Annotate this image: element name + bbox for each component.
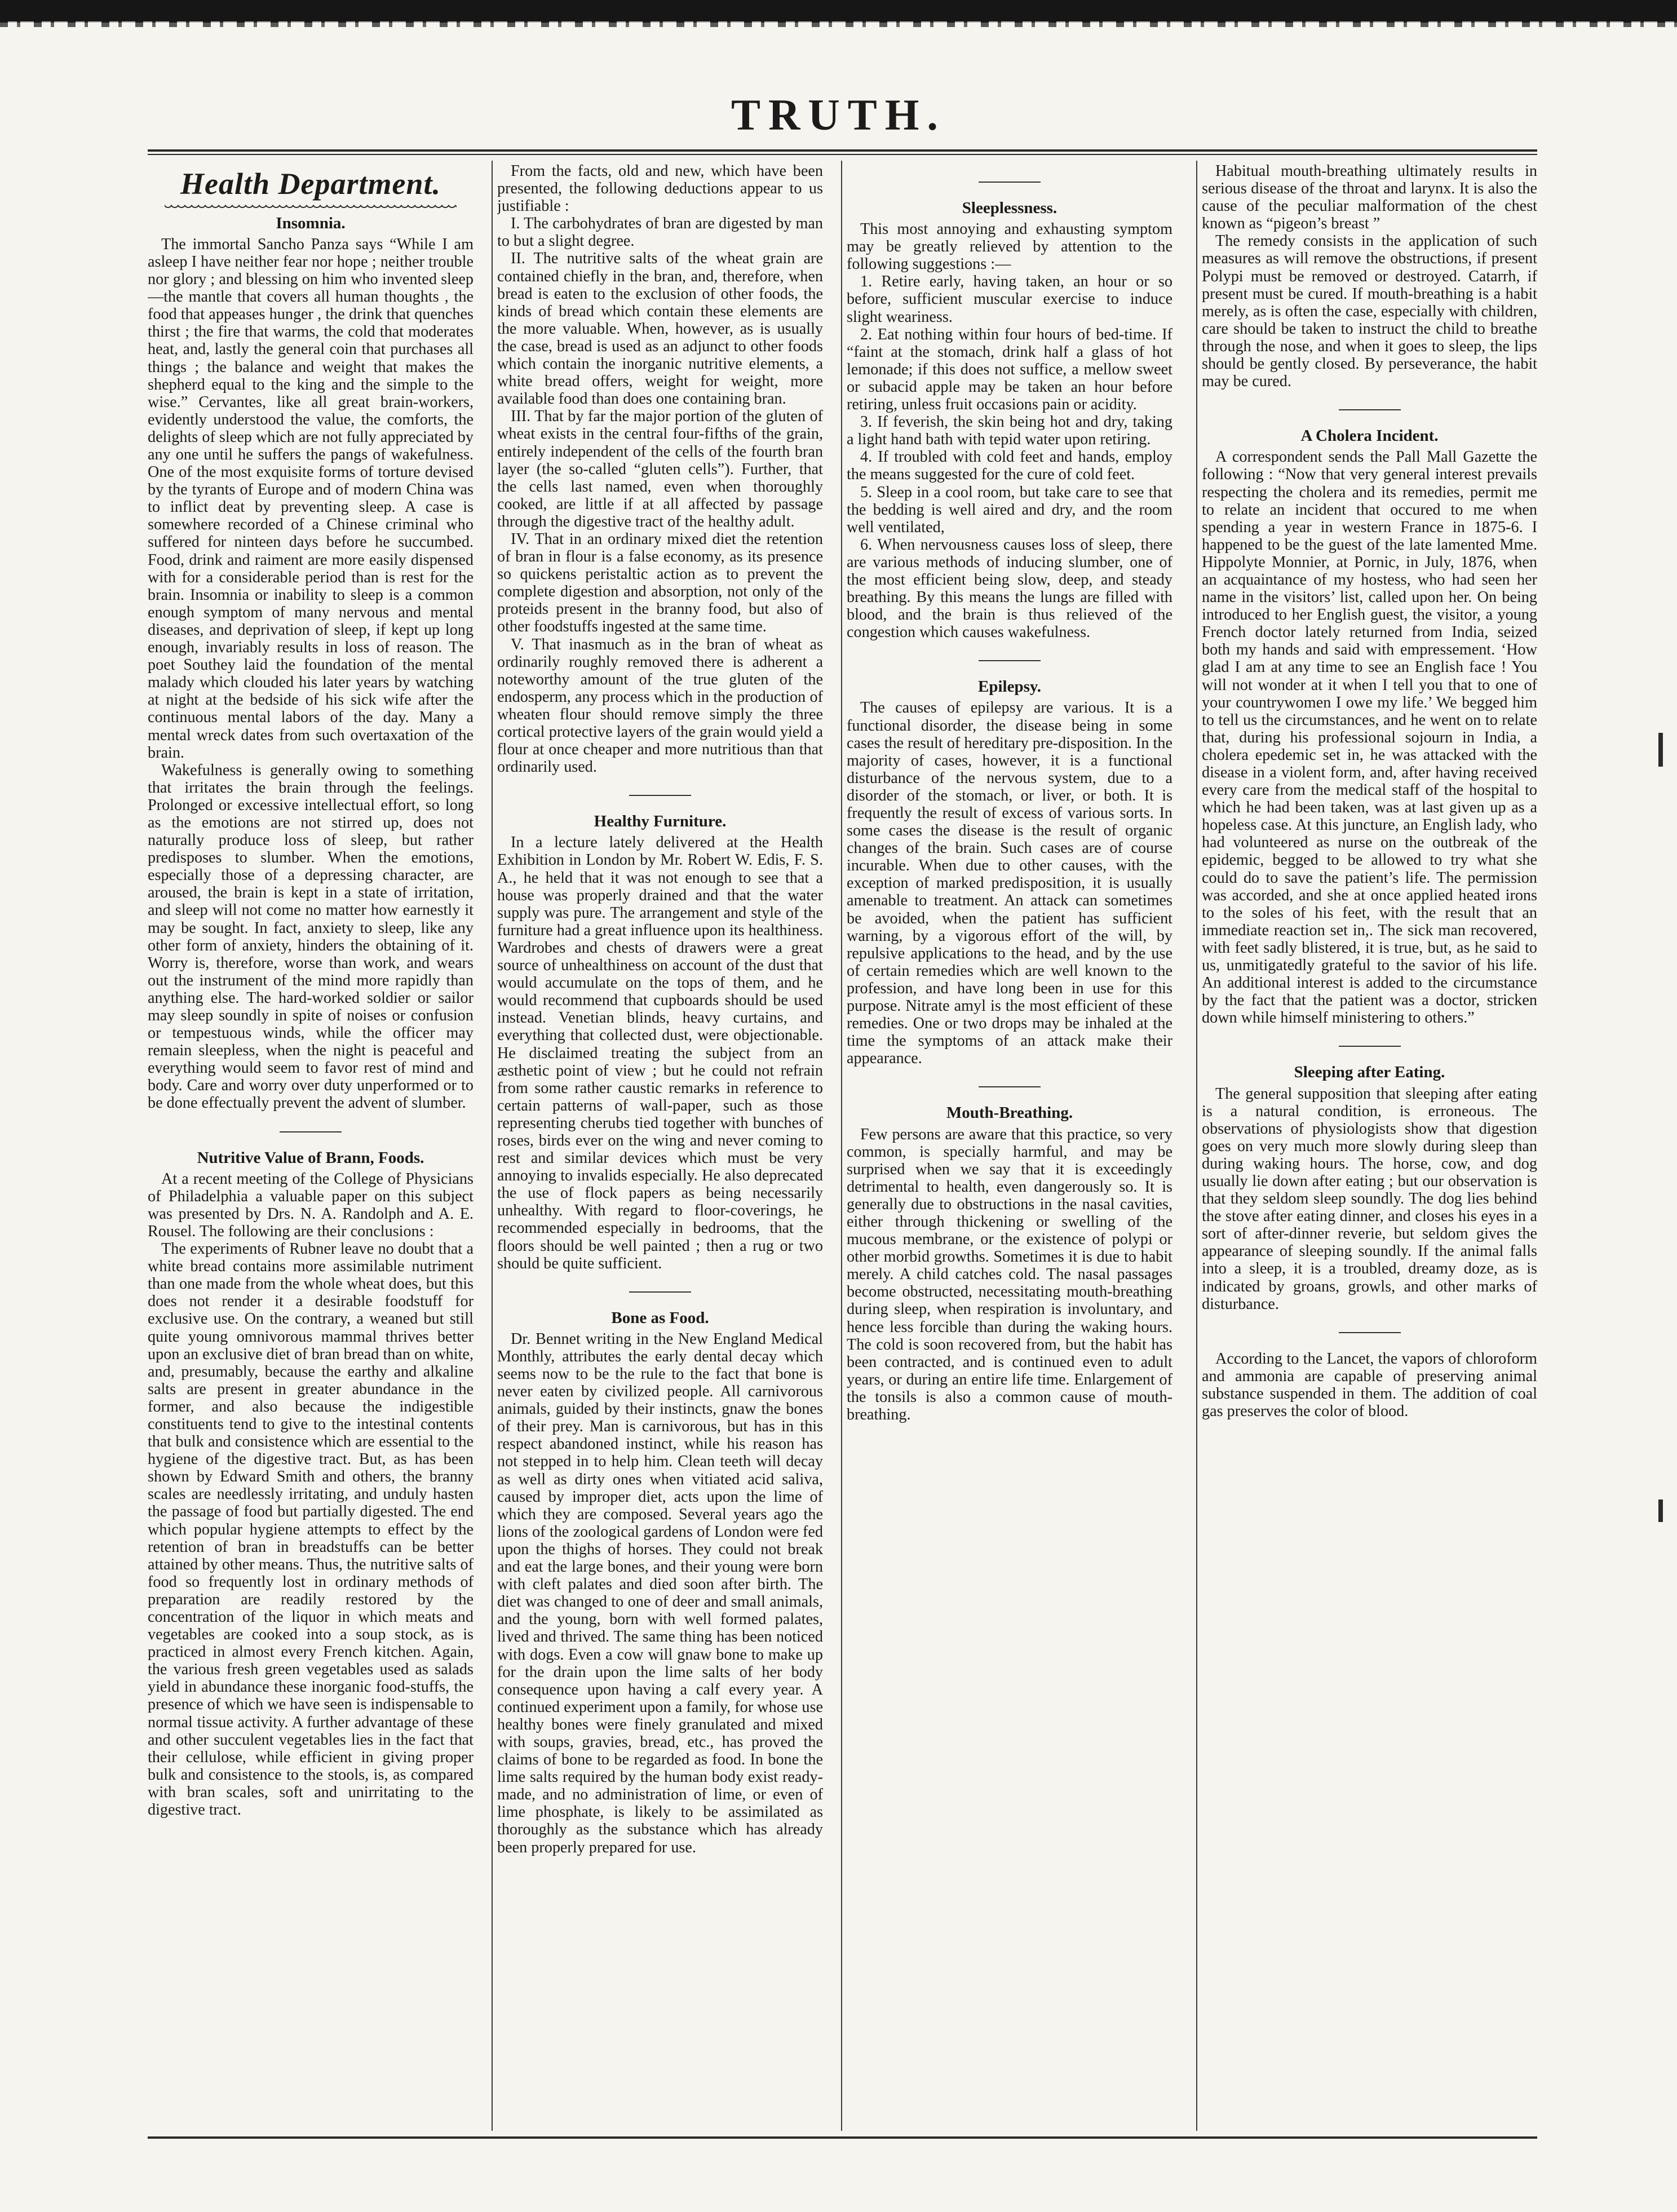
article-paragraph: This most annoying and exhausting symptom may be greatly relieved by attention to the following suggestions :— bbox=[847, 220, 1172, 273]
wavy-rule bbox=[165, 205, 457, 211]
article-paragraph: The causes of epilepsy are various. It is a functional disorder, the disease being in some cases the result of hereditary pre-disposition. In the majority of cases, however, it is a functional disturbance of the nervous system, due to a disorder of the stomach, or liver, or both. It is frequently the result of excess of various sorts. In some cases the disease is the result of organic changes of the brain. Such cases are of course incurable. When due to other causes, with the exception of marked predisposition, it is usually amenable to treatment. An attack can sometimes be avoided, when the patient has sufficient warning, by a vigorous effort of the will, by repulsive applications to the head, and by the use of certain remedies which are well known to the profession, and have long been in use for this purpose. Nitrate amyl is the most efficient of these remedies. One or two drops may be inhaled at the time the symptoms of an attack make their appearance. bbox=[847, 699, 1172, 1068]
column-1 bbox=[148, 162, 474, 2133]
article-paragraph: IV. That in an ordinary mixed diet the retention of bran in flour is a false economy, as its presence so quickens peristaltic action as to prevent the complete digestion and absorption, not only of the proteids present in the branny food, but also of other foodstuffs ingested at the same time. bbox=[497, 530, 823, 636]
article-separator bbox=[979, 1086, 1041, 1087]
article-title-bone: Bone as Food. bbox=[611, 1308, 709, 1327]
article-paragraph: In a lecture lately delivered at the Health Exhibition in London by Mr. Robert W. Edis, F. S. A., he held that it was not enough to see that a house was properly drained and that the water supply was pure. The arrangement and style of the furniture had a great influence upon its healthiness. Wardrobes and chests of drawers were a great source of unhealthiness on account of the dust that would accumulate on the tops of them, and he would recommend that cupboards should be used instead. Venetian blinds, heavy curtains, and everything that collected dust, were objectionable. He disclaimed treating the subject from an æsthetic point of view ; but he could not refrain from some rather caustic remarks in reference to certain patterns of wall-paper, such as those representing cherubs tied together with bunches of roses, birds ever on the wing and never coming to rest and similar devices which must be very annoying to invalids especially. He also deprecated the use of flock papers as being necessarily unhealthy. With regard to floor-coverings, he recommended especially in bedrooms, that the floors should be well painted ; then a rug or two should be quite sufficient. bbox=[497, 834, 823, 1272]
article-paragraph: According to the Lancet, the vapors of chloroform and ammonia are capable of preserving animal substance suspended in them. The addition of coal gas preserves the color of blood. bbox=[1202, 1350, 1537, 1420]
article-paragraph: The general supposition that sleeping after eating is a natural condition, is erroneous. The observations of physiologists show that digestion goes on very much more slowly during sleep than during waking hours. The horse, cow, and dog usually lie down after eating ; but our observation is that they seldom sleep soundly. The dog lies behind the stove after eating dinner, and closes his eyes in a sort of after-dinner reverie, but seldom gives the appearance of sleeping soundly. If the animal falls into a sleep, it is a troubled, dreamy doze, as is indicated by groans, growls, and other marks of disturbance. bbox=[1202, 1085, 1537, 1313]
article-separator bbox=[1339, 1332, 1401, 1333]
article-title-sleeplessness: Sleeplessness. bbox=[962, 199, 1057, 217]
article-paragraph: 4. If troubled with cold feet and hands, employ the means suggested for the cure of cold feet. bbox=[847, 448, 1172, 484]
masthead-rule bbox=[148, 149, 1537, 152]
article-paragraph: V. That inasmuch as in the bran of wheat as ordinarily roughly removed there is adherent a noteworthy amount of the true gluten of the endosperm, any process which in the production of wheaten flour should remove simply the three cortical protective layers of the grain would yield a flour at once cheaper and more nutritious than that ordinarily used. bbox=[497, 635, 823, 776]
article-title-epilepsy: Epilepsy. bbox=[977, 678, 1042, 696]
article-paragraph: At a recent meeting of the College of Physicians of Philadelphia a valuable paper on this subject was presented by Drs. N. A. Randolph and A. E. Rousel. The following are their conclusions : bbox=[148, 1170, 474, 1240]
article-paragraph: 3. If feverish, the skin being hot and dry, taking a light hand bath with tepid water upon retiring. bbox=[847, 413, 1172, 449]
article-title-bran: Nutritive Value of Brann, Foods. bbox=[197, 1148, 424, 1167]
article-paragraph: Wakefulness is generally owing to something that irritates the brain through the feelings. Prolonged or excessive intellectual effort, so long as the emotions are not stirred up, does not naturally produce loss of sleep, but rather predisposes to slumber. When the emotions, especially those of a depressing character, are aroused, the brain is kept in a state of irritation, and sleep will not come no matter how earnestly it may be sought. In fact, anxiety to sleep, like any other form of anxiety, hinders the obtaining of it. Worry is, therefore, worse than work, and wears out the instrument of the mind more rapidly than anything else. The hard-worked soldier or sailor may sleep soundly in spite of noises or confusion or tempestuous winds, while the officer may remain sleepless, when the night is peaceful and everything would seem to favor rest of mind and body. Care and worry over duty unperformed or to be done effectually prevent the advent of slumber. bbox=[148, 761, 474, 1112]
article-separator bbox=[1339, 409, 1401, 410]
column-divider bbox=[1196, 161, 1197, 2131]
article-paragraph: The remedy consists in the application of such measures as will remove the obstructions, if present Polypi must be removed or destroyed. Catarrh, if present must be cured. If mouth-breathing is a habit merely, as is often the case, especially with children, care should be taken to instruct the child to breathe through the nose, and when it goes to sleep, the lips should be gently closed. By perseverance, the habit may be cured. bbox=[1202, 232, 1537, 391]
article-title-furniture: Healthy Furniture. bbox=[594, 812, 727, 831]
bottom-rule bbox=[148, 2136, 1537, 2139]
margin-mark bbox=[1658, 1499, 1663, 1522]
article-paragraph: The experiments of Rubner leave no doubt that a white bread contains more assimilable nutriment than one made from the whole wheat does, but this does not render it a desirable foodstuff for exclusive use. On the contrary, a weaned but still quite young omnivorous mammal thrives better upon an exclusive diet of bran bread than on white, and, presumably, because the earthy and alkaline salts are present in greater abundance in the former, and also because the indigestible constituents tend to give to the intestinal contents that bulk and consistence which are essential to the hygiene of the digestive tract. But, as has been shown by Edward Smith and others, the branny scales are needlessly irritating, and unduly hasten the passage of food but partially digested. The end which popular hygiene attempts to effect by the retention of bran in breadstuffs can be better attained by other means. Thus, the nutritive salts of food so frequently lost in ordinary methods of preparation are readily restored by the concentration of the liquor in which meats and vegetables are cooked into a soup stock, as is practiced in almost every French kitchen. Again, the various fresh green vegetables used as salads yield in abundance these inorganic food-stuffs, the presence of which we have seen is indispensable to normal tissue activity. A further advantage of these and other succulent vegetables lies in the fact that their cellulose, while efficient in giving proper bulk and consistence to the stools, is, as compared with bran scales, soft and unirritating to the digestive tract. bbox=[148, 1240, 474, 1819]
department-title: Health Department. bbox=[180, 167, 441, 201]
article-separator bbox=[979, 182, 1041, 183]
article-title-sleeping-after-eating: Sleeping after Eating. bbox=[1294, 1063, 1445, 1082]
article-separator bbox=[280, 1131, 342, 1132]
article-separator bbox=[1339, 1046, 1401, 1047]
article-paragraph: III. That by far the major portion of the gluten of wheat exists in the central four-fifths of the grain, entirely independent of the cells of the fourth bran layer (the so-called “gluten cells”). Further, that the cells last named, even when thoroughly cooked, are little if at all affected by passage through the digestive tract of the healthy adult. bbox=[497, 408, 823, 530]
article-paragraph: 2. Eat nothing within four hours of bed-time. If “faint at the stomach, drink half a glass of hot lemonade; if this does not suffice, a mellow sweet or subacid apple may be taken an hour before retiring, unless fruit occasions pain or acidity. bbox=[847, 325, 1172, 414]
article-paragraph: Few persons are aware that this practice, so very common, is specially harmful, and may be surprised when we say that it is exceedingly detrimental to health, even dangerously so. It is generally due to obstructions in the nasal cavities, either through thickening or swelling of the mucous membrane, or the existence of polypi or other morbid growths. Sometimes it is due to habit merely. A child catches cold. The nasal passages become obstructed, necessitating mouth-breathing during sleep, when respiration is involuntary, and hence less forcible than during the waking hours. The cold is soon recovered from, but the habit has been contracted, and is continued even to adult years, or during an entire life time. Enlargement of the tonsils is also a common cause of mouth-breathing. bbox=[847, 1125, 1172, 1423]
column-2 bbox=[497, 162, 823, 2133]
article-separator bbox=[979, 660, 1041, 661]
article-paragraph: Habitual mouth-breathing ultimately results in serious disease of the throat and larynx. It is also the cause of the peculiar malformation of the chest known as “pigeon’s breast ” bbox=[1202, 162, 1537, 233]
article-separator bbox=[629, 1291, 691, 1293]
margin-mark bbox=[1658, 733, 1663, 767]
article-separator bbox=[629, 795, 691, 796]
article-title-insomnia: Insomnia. bbox=[276, 214, 346, 232]
column-divider bbox=[492, 161, 493, 2131]
article-paragraph: II. The nutritive salts of the wheat grain are contained chiefly in the bran, and, therefore, when bread is eaten to the exclusion of other foods, the kinds of bread which contain these elements are the more valuable. When, however, as is usually the case, bread is used as an adjunct to other foods which contain the inorganic nutritive elements, a white bread offers, weight for weight, more available food than does one containing bran. bbox=[497, 250, 823, 408]
article-paragraph: From the facts, old and new, which have been presented, the following deductions appear to us justifiable : bbox=[497, 162, 823, 215]
article-paragraph: 1. Retire early, having taken, an hour or so before, sufficient muscular exercise to induce slight weariness. bbox=[847, 273, 1172, 326]
article-paragraph: Dr. Bennet writing in the New England Medical Monthly, attributes the early dental decay which seems now to be the rule to the fact that bone is never eaten by civilized people. All carnivorous animals, guided by their instincts, gnaw the bones of their prey. Man is carnivorous, but has in this respect abandoned instinct, while his reason has not stepped in to help him. Clean teeth will decay as well as dirty ones when vitiated acid saliva, caused by improper diet, acts upon the lime of which they are composed. Several years ago the lions of the zoological gardens of London were fed upon the thighs of horses. They could not break and eat the large bones, and their young were born with cleft palates and died soon after birth. The diet was changed to one of deer and small animals, and the young, born with well formed palates, lived and thrived. The same thing has been noticed with dogs. Even a cow will gnaw bone to make up for the drain upon the lime salts of her body consequence upon having a calf every year. A continued experiment upon a family, for whose use healthy bones were finely granulated and mixed with soups, gravies, bread, etc., has proved the claims of bone to be regarded as food. In bone the lime salts required by the human body exist ready-made, and no administration of lime, or even of lime phosphate, is likely to be assimilated as thoroughly as the substance which has already been properly prepared for use. bbox=[497, 1330, 823, 1856]
article-paragraph: 6. When nervousness causes loss of sleep, there are various methods of inducing slumber, one of the most efficient being slow, deep, and steady breathing. By this means the lungs are filled with blood, and the brain is thus relieved of the congestion which causes wakefulness. bbox=[847, 536, 1172, 642]
column-4 bbox=[1202, 162, 1537, 2133]
article-paragraph: I. The carbohydrates of bran are digested by man to but a slight degree. bbox=[497, 215, 823, 250]
page-top-edge bbox=[0, 0, 1677, 23]
article-paragraph: 5. Sleep in a cool room, but take care to see that the bedding is well aired and dry, and the room well ventilated, bbox=[847, 483, 1172, 536]
article-paragraph: A correspondent sends the Pall Mall Gazette the following : “Now that very general interest prevails respecting the cholera and its remedies, permit me to relate an incident that occured to me when spending a year in western France in 1875-6. I happened to be the guest of the late lamented Mme. Hippolyte Monnier, at Pornic, in July, 1876, when an acquaintance of my hostess, who had seen her name in the visitors’ list, called upon her. On being introduced to her English guest, the visitor, a young French doctor lately returned from India, seized both my hands and said with empressement. ‘How glad I am at any time to see an English face ! You will not wonder at it when I tell you that to one of your countrywomen I owe my life.’ We begged him to tell us the circumstances, and he went on to relate that, during his professional sojourn in India, a cholera epedemic set in, he was attacked with the disease in a violent form, and, after having received every care from the medical staff of the hospital to which he had been taken, was at last given up as a hopeless case. At this juncture, an English lady, who had volunteered as nurse on the outbreak of the epidemic, begged to be allowed to try what she could do to save the patient’s life. The permission was accorded, and she at once applied heated irons to the soles of his feet, with the result that an immediate reaction set in,. The sick man recovered, with feet sadly blistered, it is true, but, as he said to us, unmitigatedly grateful to the savior of his life. An additional interest is added to the circumstance by the fact that the patient was a doctor, stricken down while himself ministering to others.” bbox=[1202, 448, 1537, 1027]
article-paragraph: The immortal Sancho Panza says “While I am asleep I have neither fear nor hope ; neither trouble nor glory ; and blessing on him who invented sleep—the mantle that covers all human thoughts , the food that appeases hunger , the drink that quenches thirst ; the fire that warms, the cold that moderates heat, and, lastly the general coin that purchases all things ; the balance and weight that makes the shepherd equal to the king and the simple to the wise.” Cervantes, like all great brain-workers, evidently understood the value, the comforts, the delights of sleep which are not fully appreciated by any one until he suffers the pangs of wakefulness. One of the most exquisite forms of torture devised by the tyrants of Europe and of modern China was to inflict deat by preventing sleep. A case is somewhere recorded of a Chinese criminal who suffered for ninteen days before he succumbed. Food, drink and raiment are more easily dispensed with for a considerable period than is rest for the brain. Insomnia or inability to sleep is a common enough symptom of many nervous and mental diseases, and deprivation of sleep, if kept up long enough, invariably results in loss of reason. The poet Southey laid the foundation of the mental malady which clouded his later years by watching at night at the bedside of his sick wife after the continuous mental labors of the day. Many a mental wreck dates from such overtaxation of the brain. bbox=[148, 235, 474, 762]
masthead-rule-thin bbox=[148, 154, 1537, 155]
column-divider bbox=[841, 161, 842, 2131]
column-3 bbox=[847, 162, 1172, 2133]
article-title-mouth-breathing: Mouth-Breathing. bbox=[946, 1104, 1073, 1122]
article-title-cholera: A Cholera Incident. bbox=[1300, 427, 1439, 445]
masthead: TRUTH. bbox=[731, 90, 946, 139]
